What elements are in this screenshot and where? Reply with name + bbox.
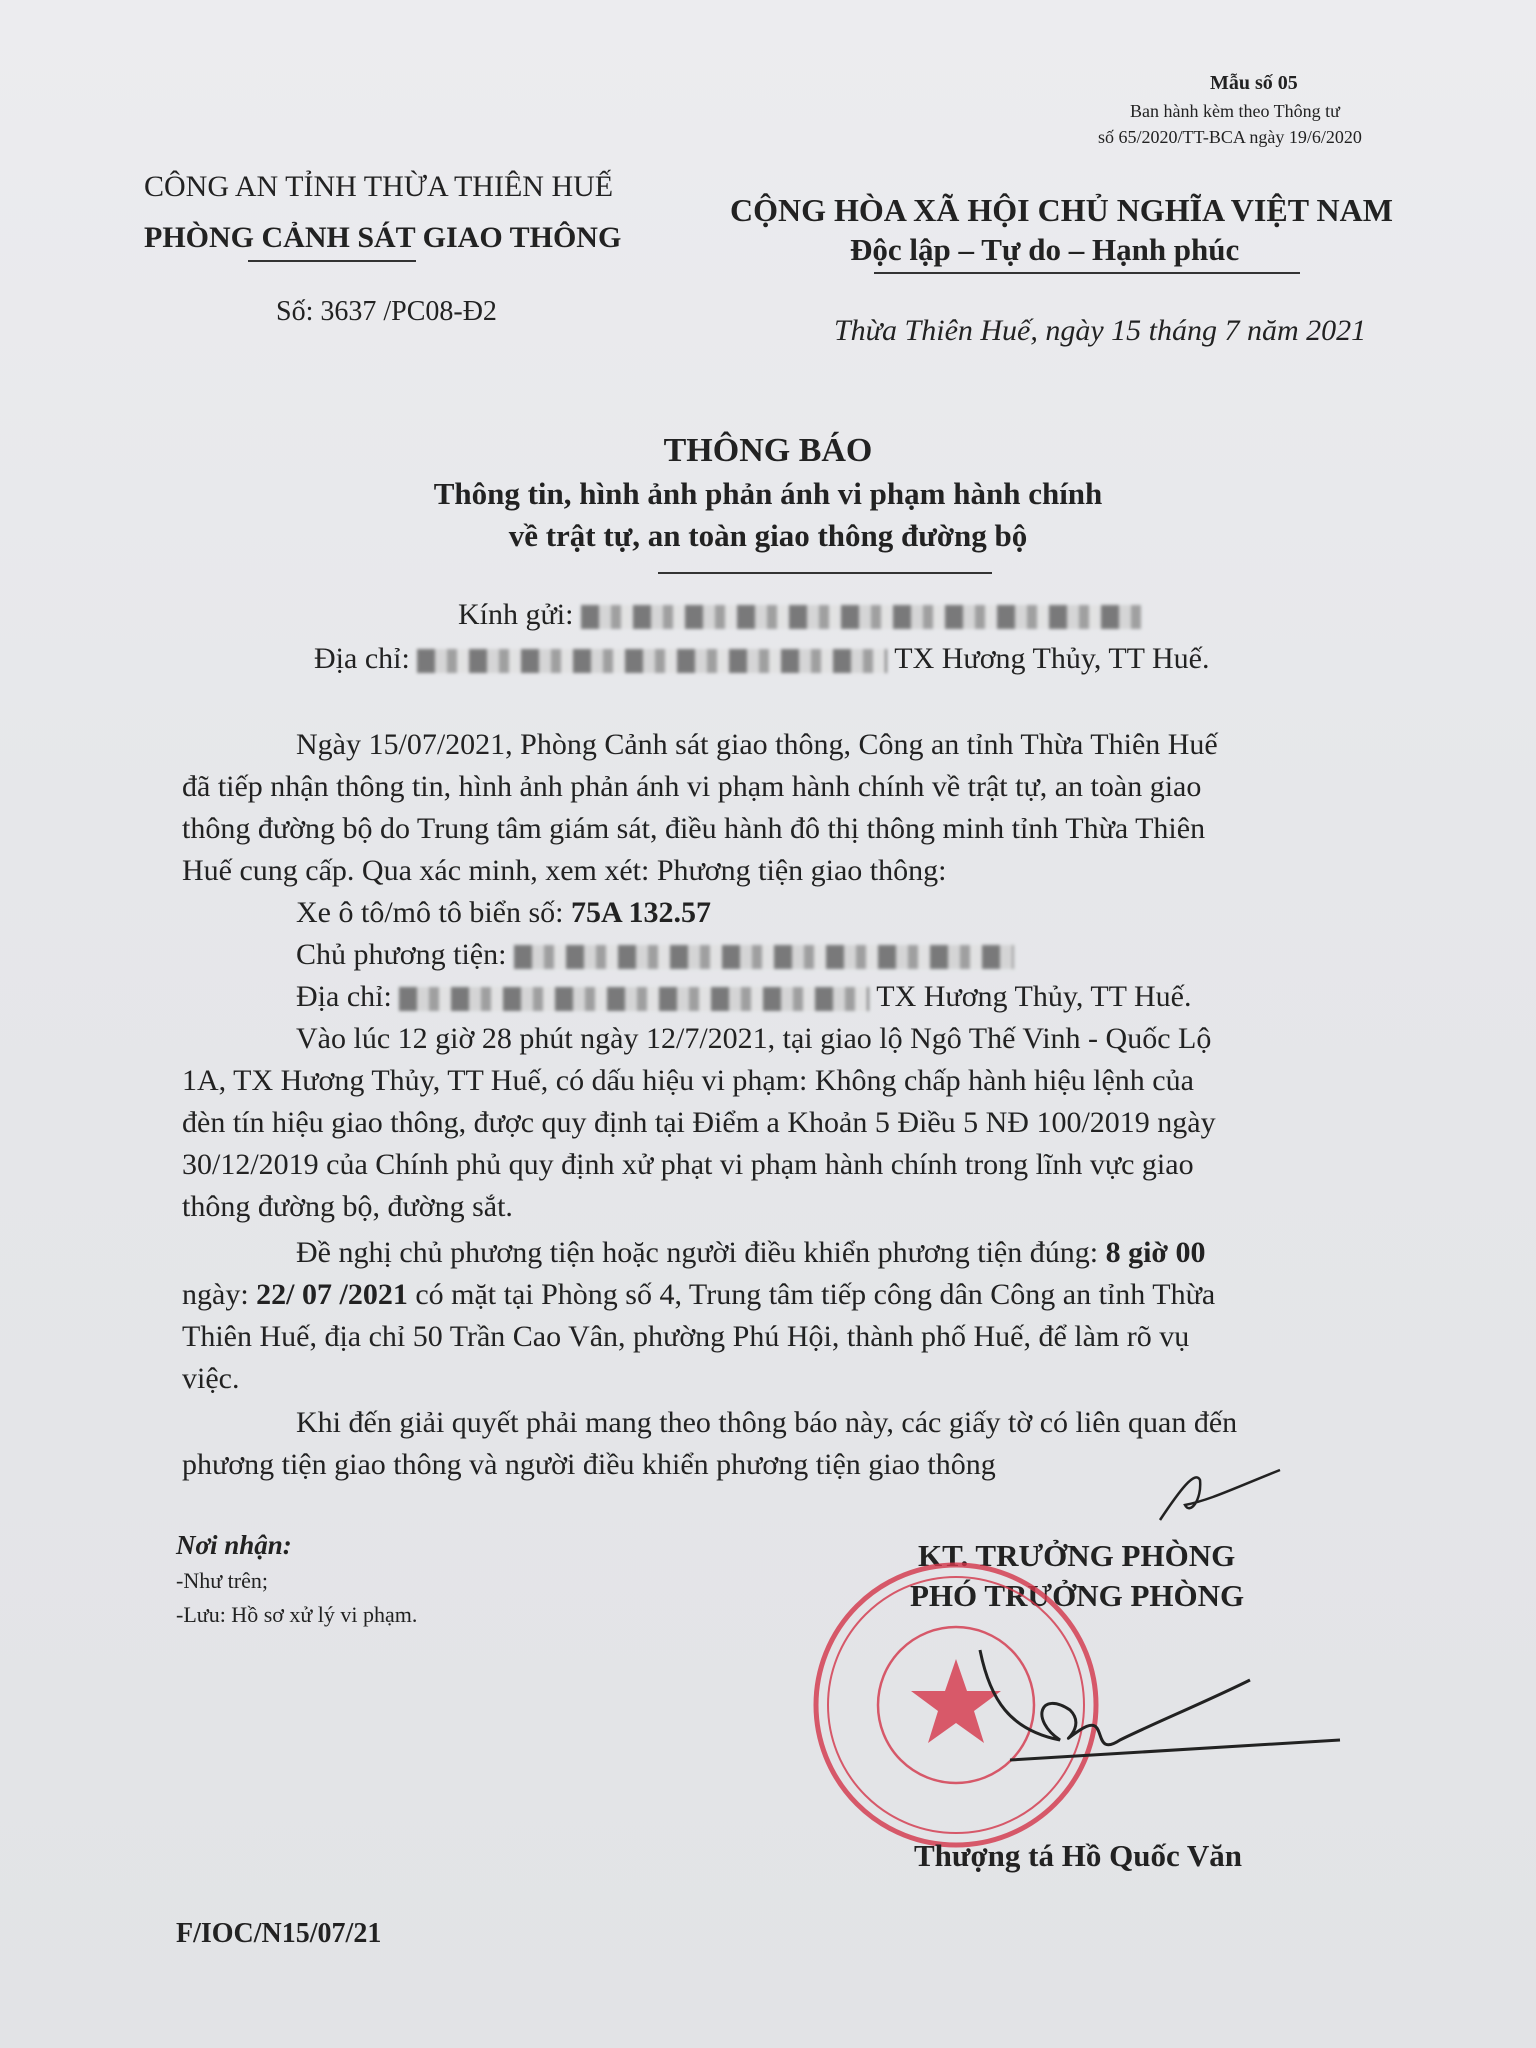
body-line: thông đường bộ do Trung tâm giám sát, điều hành đô thị thông minh tỉnh Thừa Thiên bbox=[182, 812, 1206, 845]
owner-address-row bbox=[296, 980, 1191, 1014]
body-line: thông đường bộ, đường sắt. bbox=[182, 1190, 513, 1223]
address-suffix: TX Hương Thủy, TT Huế. bbox=[894, 642, 1210, 675]
recipient-label: Kính gửi: bbox=[458, 598, 574, 631]
body-line: đã tiếp nhận thông tin, hình ảnh phản ánh vi phạm hành chính về trật tự, an toàn giao bbox=[182, 770, 1202, 803]
appointment-date-label: ngày: bbox=[182, 1278, 249, 1311]
initial-mark bbox=[1140, 1460, 1290, 1530]
org-name: PHÒNG CẢNH SÁT GIAO THÔNG bbox=[144, 221, 622, 254]
recipient-address-row bbox=[314, 642, 1209, 676]
plate-number: 75A 132.57 bbox=[570, 896, 711, 929]
document-number: Số: 3637 /PC08-Đ2 bbox=[276, 296, 497, 327]
recipients-title: Nơi nhận: bbox=[176, 1530, 292, 1560]
body-line: phương tiện giao thông và người điều khiển phương tiện giao thông bbox=[182, 1448, 996, 1481]
recipient-row bbox=[458, 598, 1141, 632]
body-line: Ngày 15/07/2021, Phòng Cảnh sát giao thông, Công an tỉnh Thừa Thiên Huế bbox=[296, 728, 1218, 761]
redacted-recipient bbox=[581, 605, 1141, 629]
body-line: Khi đến giải quyết phải mang theo thông báo này, các giấy tờ có liên quan đến bbox=[296, 1406, 1238, 1439]
appointment-text: Đề nghị chủ phương tiện hoặc người điều khiển phương tiện đúng: bbox=[296, 1236, 1099, 1269]
form-number: Mẫu số 05 bbox=[1210, 72, 1298, 94]
motto-underline bbox=[874, 272, 1300, 274]
appointment-row bbox=[296, 1236, 1206, 1270]
plate-row bbox=[296, 896, 711, 930]
appointment-date: 22/ 07 /2021 bbox=[256, 1278, 408, 1311]
org-parent: CÔNG AN TỈNH THỪA THIÊN HUẾ bbox=[144, 170, 614, 203]
body-line: 1A, TX Hương Thủy, TT Huế, có dấu hiệu vi phạm: Không chấp hành hiệu lệnh của bbox=[182, 1064, 1194, 1097]
document-title: THÔNG BÁO bbox=[663, 432, 873, 469]
document-subtitle-2: về trật tự, an toàn giao thông đường bộ bbox=[508, 518, 1028, 553]
body-line: 30/12/2019 của Chính phủ quy định xử phạt vi phạm hành chính trong lĩnh vực giao bbox=[182, 1148, 1194, 1181]
signer-name: Thượng tá Hồ Quốc Văn bbox=[914, 1838, 1243, 1873]
republic-title: CỘNG HÒA XÃ HỘI CHỦ NGHĨA VIỆT NAM bbox=[730, 192, 1393, 228]
appointment-time: 8 giờ 00 bbox=[1105, 1236, 1206, 1269]
title-underline bbox=[658, 572, 992, 574]
owner-row bbox=[296, 938, 1014, 972]
redacted-owner bbox=[514, 945, 1014, 969]
redacted-owner-address bbox=[399, 987, 869, 1011]
body-line: Huế cung cấp. Qua xác minh, xem xét: Phương tiện giao thông: bbox=[182, 854, 947, 887]
body-line: đèn tín hiệu giao thông, được quy định tại Điểm a Khoản 5 Điều 5 NĐ 100/2019 ngày bbox=[182, 1106, 1216, 1139]
recipients-item: -Lưu: Hồ sơ xử lý vi phạm. bbox=[176, 1602, 418, 1627]
org-underline bbox=[248, 260, 416, 262]
appointment-place: có mặt tại Phòng số 4, Trung tâm tiếp công dân Công an tỉnh Thừa bbox=[415, 1278, 1216, 1311]
owner-address-suffix: TX Hương Thủy, TT Huế. bbox=[876, 980, 1192, 1013]
recipients-item: -Như trên; bbox=[176, 1568, 268, 1593]
owner-label: Chủ phương tiện: bbox=[296, 938, 507, 971]
signature-icon bbox=[950, 1640, 1350, 1790]
issued-note-2: số 65/2020/TT-BCA ngày 19/6/2020 bbox=[1098, 127, 1362, 147]
redacted-address bbox=[417, 649, 887, 673]
sign-title-1: KT. TRƯỞNG PHÒNG bbox=[918, 1538, 1236, 1573]
reference-code: F/IOC/N15/07/21 bbox=[176, 1918, 382, 1949]
body-line: việc. bbox=[182, 1362, 240, 1395]
document-subtitle-1: Thông tin, hình ảnh phản ánh vi phạm hành chính bbox=[433, 476, 1103, 511]
issued-note-1: Ban hành kèm theo Thông tư bbox=[1130, 101, 1340, 121]
body-line: Thiên Huế, địa chỉ 50 Trần Cao Vân, phường Phú Hội, thành phố Huế, để làm rõ vụ bbox=[182, 1320, 1190, 1353]
owner-address-label: Địa chỉ: bbox=[296, 980, 392, 1013]
sign-title-2: PHÓ TRƯỞNG PHÒNG bbox=[910, 1578, 1245, 1613]
national-motto: Độc lập – Tự do – Hạnh phúc bbox=[850, 232, 1240, 267]
body-line: Vào lúc 12 giờ 28 phút ngày 12/7/2021, tại giao lộ Ngô Thế Vinh - Quốc Lộ bbox=[296, 1022, 1212, 1055]
appointment-date-row bbox=[182, 1278, 1215, 1312]
place-date: Thừa Thiên Huế, ngày 15 tháng 7 năm 2021 bbox=[834, 314, 1367, 347]
address-label: Địa chỉ: bbox=[314, 642, 410, 675]
plate-label: Xe ô tô/mô tô biển số: bbox=[296, 896, 564, 929]
